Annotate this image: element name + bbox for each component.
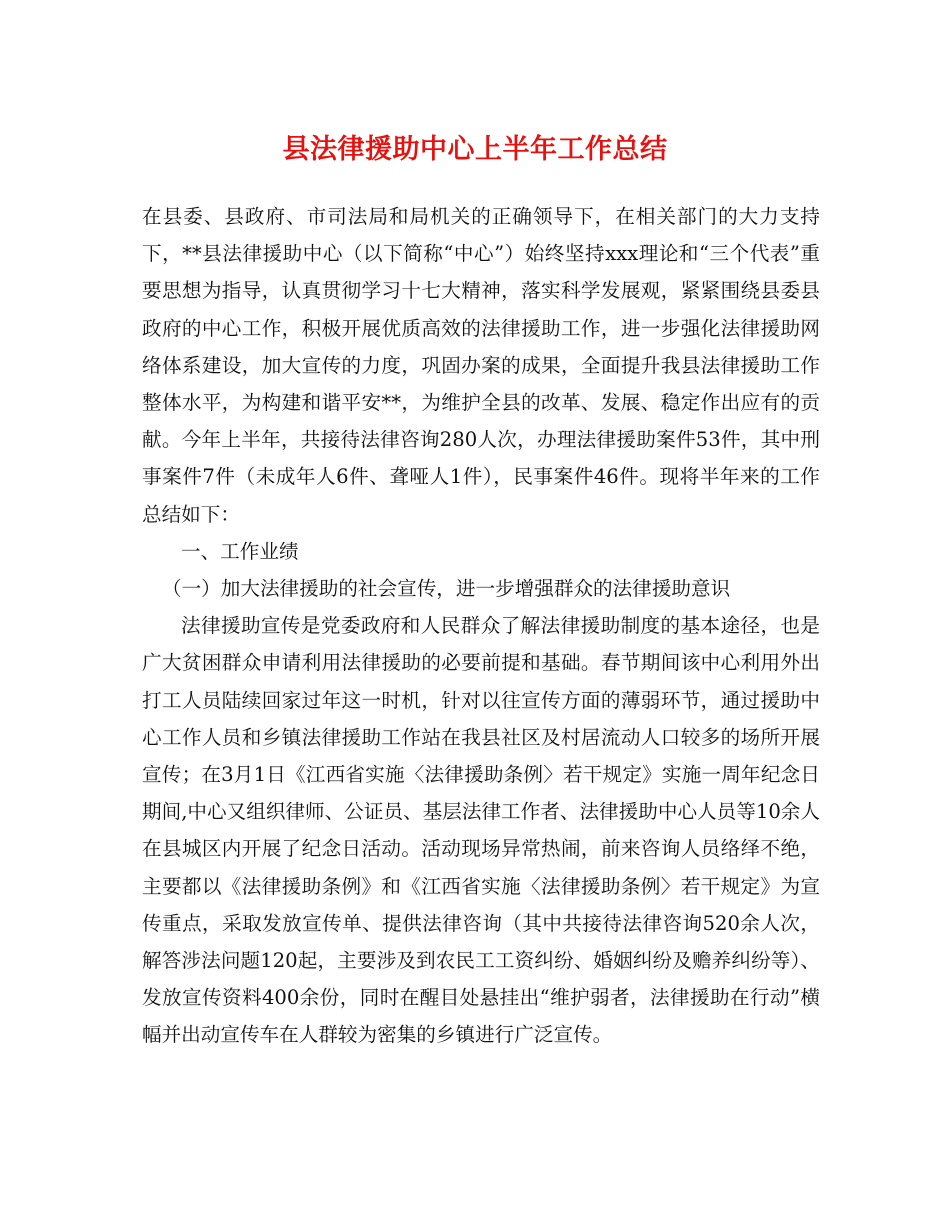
document-title: 县法律援助中心上半年工作总结: [282, 134, 668, 165]
intro-paragraph: 在县委、县政府、市司法局和局机关的正确领导下，在相关部门的大力支持下，**县法律援助中心（以下简称“中心”）始终坚持xxx理论和“三个代表”重要思想为指导，认真贯彻学习十七大精神，落实科学发展观，紧紧围绕县委县政府的中心工作，积极开展优质高效的法律援助工作，进一步强化法律援助网络体系建设，加大宣传的力度，巩固办案的成果，全面提升我县法律援助工作整体水平，为构建和谐平安**，为维护全县的改革、发展、稳定作出应有的贡献。今年上半年，共接待法律咨询280人次，办理法律援助案件53件，其中刑事案件7件（未成年人6件、聋哑人1件），民事案件46件。现将半年来的工作总结如下：: [142, 205, 820, 526]
document-body: [142, 198, 820, 1054]
subsection-heading: （一）加大法律援助的社会宣传，进一步增强群众的法律援助意识: [162, 577, 731, 601]
body-paragraph: 法律援助宣传是党委政府和人民群众了解法律援助制度的基本途径，也是广大贫困群众申请利用法律援助的必要前提和基础。春节期间该中心利用外出打工人员陆续回家过年这一时机，针对以往宣传方面的薄弱环节，通过援助中心工作人员和乡镇法律援助工作站在我县社区及村居流动人口较多的场所开展宣传；在3月1日《江西省实施〈法律援助条例〉若干规定》实施一周年纪念日期间,中心又组织律师、公证员、基层法律工作者、法律援助中心人员等10余人在县城区内开展了纪念日活动。活动现场异常热闹，前来咨询人员络绎不绝，主要都以《法律援助条例》和《江西省实施〈法律援助条例〉若干规定》为宣传重点，采取发放宣传单、提供法律咨询（其中共接待法律咨询520余人次，解答涉法问题120起，主要涉及到农民工工资纠纷、婚姻纠纷及赡养纠纷等）、发放宣传资料400余份，同时在醒目处悬挂出“维护弱者，法律援助在行动”横幅并出动宣传车在人群较为密集的乡镇进行广泛宣传。: [142, 614, 820, 1047]
section-heading: 一、工作业绩: [181, 539, 299, 563]
